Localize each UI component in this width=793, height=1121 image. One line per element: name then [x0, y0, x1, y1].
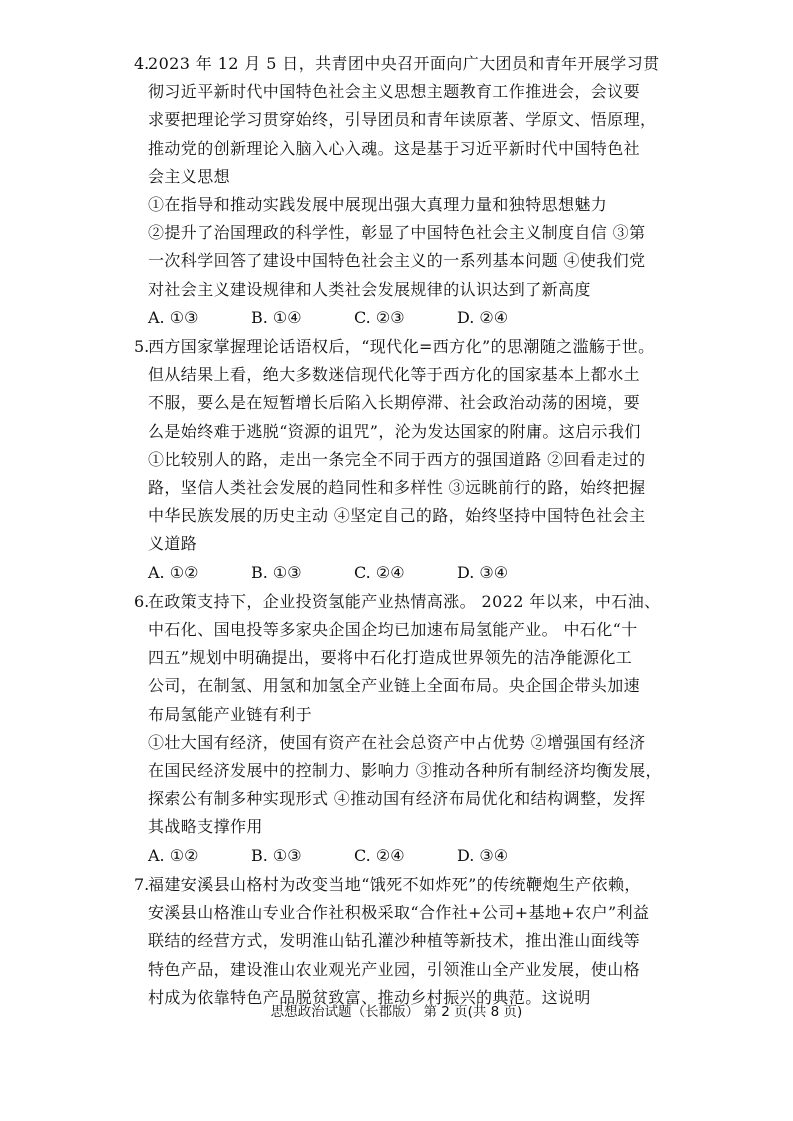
answer-option: B. ①③ [251, 845, 302, 865]
question-text-line: 公司，在制氢、用氢和加氢全产业链上全面布局。央企国企带头加速 [148, 676, 641, 696]
question-text-line: ①在指导和推动实践发展中展现出强大真理力量和独特思想魅力 [148, 195, 608, 215]
question-text-line: 义道路 [148, 534, 198, 554]
answer-options [148, 842, 668, 870]
answer-option: C. ②③ [354, 307, 405, 327]
answer-option: A. ①② [148, 845, 199, 865]
answer-options [148, 559, 668, 587]
answer-option: C. ②④ [354, 845, 405, 865]
answer-option: A. ①③ [148, 307, 199, 327]
answer-option: D. ③④ [457, 845, 509, 865]
question-number: 4. [134, 54, 150, 73]
question-text-line: 在国民经济发展中的控制力、影响力 ③推动各种所有制经济均衡发展， [148, 761, 662, 781]
question-block [134, 588, 668, 870]
question-text-line: 路，坚信人类社会发展的趋同性和多样性 ③远眺前行的路，始终把握 [148, 478, 646, 498]
question-number: 7. [134, 874, 150, 894]
question-text-line: 福建安溪县山格村为改变当地“饿死不如炸死”的传统鞭炮生产依赖， [148, 874, 641, 894]
question-text-line: 中石化、国电投等多家央企国企均已加速布局氢能产业。 中石化“十 [148, 620, 638, 640]
question-text-line: 但从结果上看，绝大多数迷信现代化等于西方化的国家基本上都水土 [148, 365, 641, 385]
question-text-line: 彻习近平新时代中国特色社会主义思想主题教育工作推进会，会议要 [148, 82, 641, 102]
question-list [134, 50, 668, 1013]
question-text-line: 特色产品，建设淮山农业观光产业园，引领淮山全产业发展，使山格 [148, 959, 641, 979]
question-text-line: 2023 年 12 月 5 日，共青团中央召开面向广大团员和青年开展学习贯 [148, 54, 660, 73]
answer-option: C. ②④ [354, 562, 405, 582]
question-text-line: 推动党的创新理论入脑入心入魂。这是基于习近平新时代中国特色社 [148, 138, 641, 158]
answer-option: D. ③④ [457, 562, 509, 582]
question-text-line: 在政策支持下，企业投资氢能产业热情高涨。 2022 年以来，中石油、 [148, 591, 661, 611]
page-footer: 思想政治试题（长郡版） 第 2 页(共 8 页) [270, 1004, 523, 1020]
question-block [134, 871, 668, 1012]
answer-option: A. ①② [148, 562, 199, 582]
question-text-line: 布局氢能产业链有利于 [148, 704, 313, 724]
answer-option: B. ①③ [251, 562, 302, 582]
question-text-line: 四五”规划中明确提出，要将中石化打造成世界领先的洁净能源化工 [148, 648, 633, 668]
question-text-line: 安溪县山格淮山专业合作社积极采取“合作社+公司+基地+农户”利益 [148, 903, 650, 923]
question-text-line: 对社会主义建设规律和人类社会发展规律的认识达到了新高度 [148, 279, 591, 299]
question-text-line: 联结的经营方式，发明淮山钻孔灌沙种植等新技术，推出淮山面线等 [148, 931, 641, 951]
question-number: 6. [134, 591, 150, 611]
question-text-line: 么是始终难于逃脱“资源的诅咒”，沦为发达国家的附庸。这启示我们 [148, 421, 641, 441]
question-text-line: 中华民族发展的历史主动 ④坚定自己的路，始终坚持中国特色社会主 [148, 506, 646, 526]
question-text-line: 一次科学回答了建设中国特色社会主义的一系列基本问题 ④使我们党 [148, 251, 646, 271]
answer-options [148, 304, 668, 332]
question-text-line: 会主义思想 [148, 166, 231, 186]
answer-option: B. ①④ [251, 307, 302, 327]
question-text-line: ①比较别人的路，走出一条完全不同于西方的强国道路 ②回看走过的 [148, 449, 646, 469]
question-number: 5. [134, 337, 150, 357]
question-text-line: 不服，要么是在短暂增长后陷入长期停滞、社会政治动荡的困境，要 [148, 393, 641, 413]
question-block [134, 50, 668, 332]
answer-option: D. ②④ [457, 307, 509, 327]
question-text-line: ①壮大国有经济，使国有资产在社会总资产中占优势 ②增强国有经济 [148, 732, 646, 752]
question-text-line: 村成为依靠特色产品脱贫致富、推动乡村振兴的典范。这说明 [148, 987, 591, 1007]
question-text-line: ②提升了治国理政的科学性，彰显了中国特色社会主义制度自信 ③第 [148, 223, 646, 243]
question-text-line: 其战略支撑作用 [148, 817, 263, 837]
question-block [134, 333, 668, 587]
question-text-line: 求要把理论学习贯穿始终，引导团员和青年读原著、学原文、悟原理， [148, 110, 657, 130]
question-text-line: 西方国家掌握理论话语权后，“现代化=西方化”的思潮随之滥觞于世。 [148, 337, 655, 357]
question-text-line: 探索公有制多种实现形式 ④推动国有经济布局优化和结构调整，发挥 [148, 789, 646, 809]
